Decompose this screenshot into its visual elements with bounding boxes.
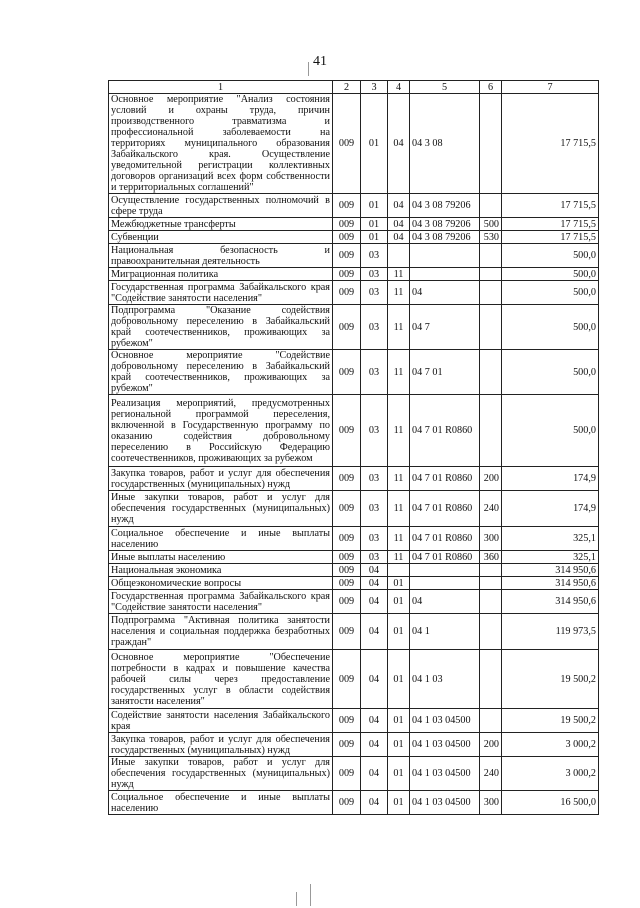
page-number: 41 (313, 54, 327, 69)
cell-subsection-code: 11 (388, 467, 410, 491)
row-name: Межбюджетные трансферты (109, 218, 333, 231)
cell-target-code: 04 (410, 281, 480, 305)
cell-section-code: 03 (361, 395, 388, 467)
scan-mark-bottom (310, 884, 311, 906)
cell-ministry-code: 009 (333, 614, 361, 650)
row-name: Закупка товаров, работ и услуг для обеспечения государственных (муниципальных) нужд (109, 467, 333, 491)
cell-subsection-code: 01 (388, 577, 410, 590)
cell-amount: 17 715,5 (502, 94, 599, 194)
cell-subsection-code: 11 (388, 395, 410, 467)
cell-section-code: 03 (361, 467, 388, 491)
row-name: Миграционная политика (109, 268, 333, 281)
cell-section-code: 01 (361, 231, 388, 244)
cell-subsection-code: 04 (388, 94, 410, 194)
cell-expense-type (480, 590, 502, 614)
cell-ministry-code: 009 (333, 94, 361, 194)
row-name: Иные закупки товаров, работ и услуг для обеспечения государственных (муниципальных) нужд (109, 757, 333, 791)
cell-section-code: 01 (361, 218, 388, 231)
cell-subsection-code: 04 (388, 231, 410, 244)
cell-subsection-code: 11 (388, 551, 410, 564)
cell-section-code: 03 (361, 491, 388, 527)
cell-expense-type (480, 244, 502, 268)
cell-expense-type: 530 (480, 231, 502, 244)
header-col-7: 7 (502, 81, 599, 94)
scan-mark-bottom-2 (296, 892, 297, 906)
cell-amount: 325,1 (502, 551, 599, 564)
cell-section-code: 04 (361, 564, 388, 577)
cell-ministry-code: 009 (333, 218, 361, 231)
cell-amount: 174,9 (502, 491, 599, 527)
cell-expense-type (480, 94, 502, 194)
cell-ministry-code: 009 (333, 350, 361, 395)
cell-ministry-code: 009 (333, 194, 361, 218)
cell-amount: 17 715,5 (502, 231, 599, 244)
cell-amount: 500,0 (502, 244, 599, 268)
cell-expense-type: 240 (480, 757, 502, 791)
cell-amount: 500,0 (502, 281, 599, 305)
cell-expense-type: 200 (480, 467, 502, 491)
budget-table (108, 80, 599, 815)
cell-ministry-code: 009 (333, 577, 361, 590)
table-row (109, 350, 599, 395)
cell-target-code: 04 (410, 590, 480, 614)
cell-section-code: 04 (361, 757, 388, 791)
cell-ministry-code: 009 (333, 244, 361, 268)
cell-ministry-code: 009 (333, 551, 361, 564)
table-row (109, 467, 599, 491)
cell-ministry-code: 009 (333, 268, 361, 281)
row-name: Подпрограмма "Активная политика занятости населения и социальная поддержка безработных граждан" (109, 614, 333, 650)
cell-amount: 314 950,6 (502, 564, 599, 577)
table-row (109, 709, 599, 733)
cell-subsection-code: 01 (388, 709, 410, 733)
cell-ministry-code: 009 (333, 733, 361, 757)
cell-target-code: 04 7 01 R0860 (410, 467, 480, 491)
cell-target-code: 04 7 01 R0860 (410, 551, 480, 564)
row-name: Основное мероприятие "Обеспечение потребности в кадрах и повышение качества рабочей силы через предоставление государственных услуг в области содействия занятости населения" (109, 650, 333, 709)
cell-target-code: 04 1 03 (410, 650, 480, 709)
cell-expense-type: 240 (480, 491, 502, 527)
cell-target-code: 04 7 01 R0860 (410, 491, 480, 527)
table-row (109, 791, 599, 815)
cell-section-code: 04 (361, 577, 388, 590)
cell-target-code: 04 7 01 R0860 (410, 395, 480, 467)
cell-subsection-code: 01 (388, 614, 410, 650)
cell-subsection-code (388, 244, 410, 268)
cell-target-code: 04 3 08 (410, 94, 480, 194)
table-row (109, 281, 599, 305)
cell-section-code: 03 (361, 551, 388, 564)
table-row (109, 194, 599, 218)
cell-expense-type: 300 (480, 527, 502, 551)
row-name: Общеэкономические вопросы (109, 577, 333, 590)
cell-expense-type: 200 (480, 733, 502, 757)
row-name: Подпрограмма "Оказание содействия добровольному переселению в Забайкальский край соотечественников, проживающих за рубежом" (109, 305, 333, 350)
cell-target-code: 04 3 08 79206 (410, 231, 480, 244)
cell-amount: 3 000,2 (502, 733, 599, 757)
cell-ministry-code: 009 (333, 709, 361, 733)
cell-section-code: 04 (361, 709, 388, 733)
cell-expense-type (480, 281, 502, 305)
row-name: Закупка товаров, работ и услуг для обеспечения государственных (муниципальных) нужд (109, 733, 333, 757)
cell-expense-type (480, 614, 502, 650)
row-name: Государственная программа Забайкальского края "Содействие занятости населения" (109, 590, 333, 614)
cell-subsection-code: 04 (388, 218, 410, 231)
table-row (109, 395, 599, 467)
cell-target-code (410, 268, 480, 281)
cell-target-code: 04 7 (410, 305, 480, 350)
cell-subsection-code: 11 (388, 527, 410, 551)
cell-section-code: 03 (361, 305, 388, 350)
cell-amount: 500,0 (502, 305, 599, 350)
table-row (109, 305, 599, 350)
cell-section-code: 03 (361, 268, 388, 281)
row-name: Иные закупки товаров, работ и услуг для обеспечения государственных (муниципальных) нужд (109, 491, 333, 527)
table-row (109, 231, 599, 244)
cell-amount: 500,0 (502, 268, 599, 281)
cell-section-code: 04 (361, 650, 388, 709)
cell-section-code: 04 (361, 590, 388, 614)
cell-amount: 500,0 (502, 395, 599, 467)
cell-section-code: 04 (361, 614, 388, 650)
table-row (109, 268, 599, 281)
cell-section-code: 04 (361, 733, 388, 757)
row-name: Национальная безопасность и правоохранительная деятельность (109, 244, 333, 268)
table-row (109, 94, 599, 194)
cell-target-code: 04 3 08 79206 (410, 218, 480, 231)
row-name: Основное мероприятие "Содействие добровольному переселению в Забайкальский край соотечественников, проживающих за рубежом" (109, 350, 333, 395)
cell-amount: 314 950,6 (502, 577, 599, 590)
cell-amount: 174,9 (502, 467, 599, 491)
cell-target-code: 04 1 03 04500 (410, 757, 480, 791)
cell-section-code: 03 (361, 527, 388, 551)
cell-expense-type (480, 577, 502, 590)
cell-ministry-code: 009 (333, 305, 361, 350)
table-row (109, 650, 599, 709)
cell-subsection-code: 11 (388, 491, 410, 527)
cell-target-code: 04 1 (410, 614, 480, 650)
table-row (109, 551, 599, 564)
cell-ministry-code: 009 (333, 231, 361, 244)
cell-subsection-code: 11 (388, 281, 410, 305)
cell-section-code: 03 (361, 244, 388, 268)
cell-expense-type: 360 (480, 551, 502, 564)
cell-ministry-code: 009 (333, 590, 361, 614)
cell-expense-type: 500 (480, 218, 502, 231)
cell-expense-type (480, 305, 502, 350)
cell-section-code: 04 (361, 791, 388, 815)
cell-subsection-code (388, 564, 410, 577)
cell-expense-type (480, 395, 502, 467)
scan-mark-top (308, 62, 309, 76)
cell-target-code (410, 577, 480, 590)
cell-amount: 314 950,6 (502, 590, 599, 614)
cell-expense-type: 300 (480, 791, 502, 815)
header-col-4: 4 (388, 81, 410, 94)
row-name: Реализация мероприятий, предусмотренных региональной программой переселения, включенной в Государственную программу по оказанию содействия добровольному переселению в Российскую Федерацию соотечественников, проживающих за рубежом (109, 395, 333, 467)
cell-amount: 19 500,2 (502, 650, 599, 709)
cell-ministry-code: 009 (333, 491, 361, 527)
cell-ministry-code: 009 (333, 650, 361, 709)
cell-section-code: 03 (361, 350, 388, 395)
cell-expense-type (480, 268, 502, 281)
cell-subsection-code: 01 (388, 757, 410, 791)
cell-expense-type (480, 350, 502, 395)
cell-section-code: 01 (361, 94, 388, 194)
cell-subsection-code: 01 (388, 590, 410, 614)
row-name: Содействие занятости населения Забайкальского края (109, 709, 333, 733)
cell-ministry-code: 009 (333, 395, 361, 467)
row-name: Государственная программа Забайкальского края "Содействие занятости населения" (109, 281, 333, 305)
cell-subsection-code: 11 (388, 305, 410, 350)
row-name: Субвенции (109, 231, 333, 244)
table-row (109, 590, 599, 614)
row-name: Социальное обеспечение и иные выплаты населению (109, 527, 333, 551)
cell-target-code: 04 1 03 04500 (410, 709, 480, 733)
cell-subsection-code: 11 (388, 268, 410, 281)
table-row (109, 614, 599, 650)
cell-amount: 19 500,2 (502, 709, 599, 733)
cell-subsection-code: 11 (388, 350, 410, 395)
cell-target-code: 04 1 03 04500 (410, 733, 480, 757)
cell-amount: 16 500,0 (502, 791, 599, 815)
table-header-row (109, 81, 599, 94)
row-name: Осуществление государственных полномочий в сфере труда (109, 194, 333, 218)
cell-ministry-code: 009 (333, 527, 361, 551)
cell-expense-type (480, 564, 502, 577)
cell-amount: 17 715,5 (502, 194, 599, 218)
row-name: Основное мероприятие "Анализ состояния условий и охраны труда, причин производственного травматизма и профессиональной заболеваемости на территориях муниципального образования Забайкальского края. Осуществление уведомительной регистрации коллективных договоров организаций всех форм собственности и территориальных соглашений" (109, 94, 333, 194)
table-row (109, 564, 599, 577)
table-row (109, 244, 599, 268)
table-row (109, 527, 599, 551)
table-row (109, 491, 599, 527)
header-col-2: 2 (333, 81, 361, 94)
cell-expense-type (480, 650, 502, 709)
cell-section-code: 03 (361, 281, 388, 305)
cell-ministry-code: 009 (333, 467, 361, 491)
cell-target-code: 04 7 01 (410, 350, 480, 395)
header-col-3: 3 (361, 81, 388, 94)
row-name: Национальная экономика (109, 564, 333, 577)
cell-target-code (410, 244, 480, 268)
cell-subsection-code: 04 (388, 194, 410, 218)
cell-ministry-code: 009 (333, 564, 361, 577)
header-col-6: 6 (480, 81, 502, 94)
cell-expense-type (480, 194, 502, 218)
cell-amount: 119 973,5 (502, 614, 599, 650)
cell-section-code: 01 (361, 194, 388, 218)
table-row (109, 218, 599, 231)
cell-subsection-code: 01 (388, 791, 410, 815)
cell-target-code: 04 7 01 R0860 (410, 527, 480, 551)
cell-ministry-code: 009 (333, 281, 361, 305)
cell-amount: 3 000,2 (502, 757, 599, 791)
row-name: Социальное обеспечение и иные выплаты населению (109, 791, 333, 815)
cell-ministry-code: 009 (333, 791, 361, 815)
header-col-1: 1 (109, 81, 333, 94)
cell-amount: 500,0 (502, 350, 599, 395)
cell-expense-type (480, 709, 502, 733)
cell-target-code: 04 1 03 04500 (410, 791, 480, 815)
header-col-5: 5 (410, 81, 480, 94)
cell-target-code (410, 564, 480, 577)
table-row (109, 757, 599, 791)
cell-amount: 325,1 (502, 527, 599, 551)
cell-target-code: 04 3 08 79206 (410, 194, 480, 218)
table-row (109, 733, 599, 757)
cell-amount: 17 715,5 (502, 218, 599, 231)
row-name: Иные выплаты населению (109, 551, 333, 564)
cell-subsection-code: 01 (388, 650, 410, 709)
table-row (109, 577, 599, 590)
cell-ministry-code: 009 (333, 757, 361, 791)
cell-subsection-code: 01 (388, 733, 410, 757)
